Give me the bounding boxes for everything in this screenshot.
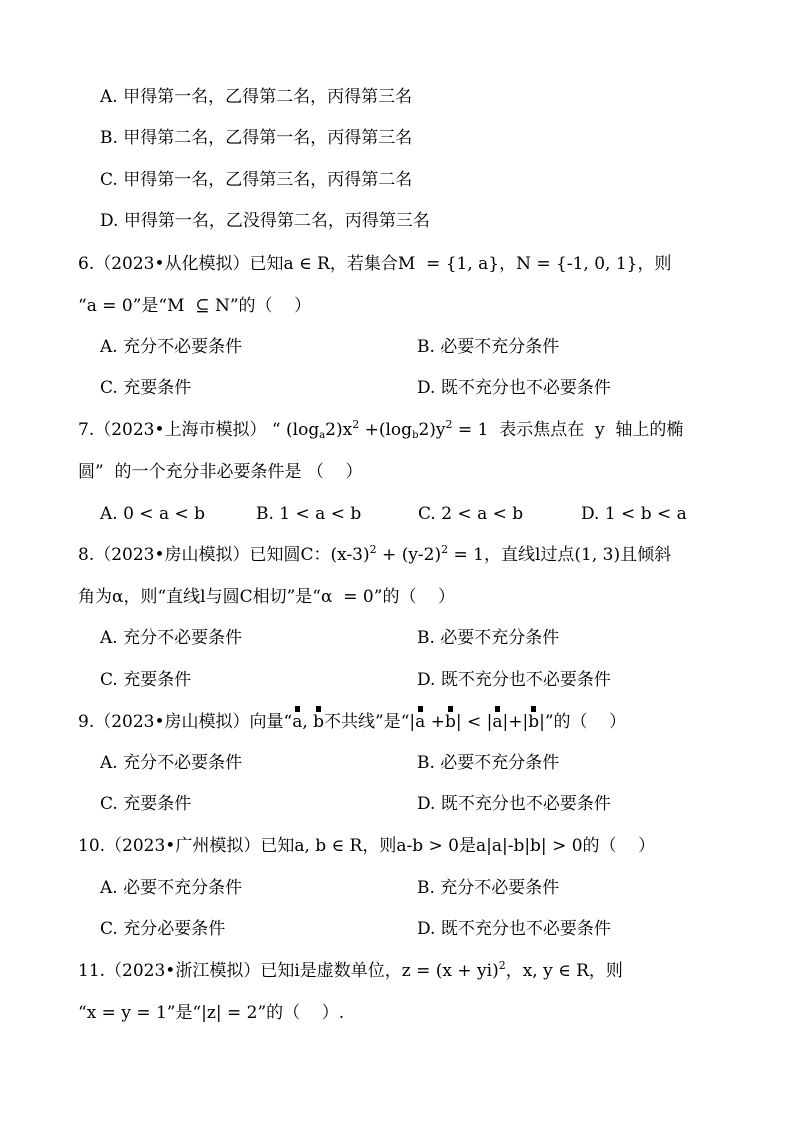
q8-option-a: A. 充分不必要条件 xyxy=(100,628,243,648)
q7-stem-line2: 圆” 的一个充分非必要条件是 （ ） xyxy=(78,462,363,482)
q5-option-d: D. 甲得第一名，乙没得第二名，丙得第三名 xyxy=(100,211,430,231)
q11-stem-line1 xyxy=(78,960,623,982)
vector-a: a xyxy=(292,712,303,732)
q8-prefix: 8.（2023•房山模拟）已知圆C：(x-3) xyxy=(78,545,370,565)
q11-suffix: ，x, y ∈ R，则 xyxy=(505,961,623,981)
q8-stem-line2: 角为α，则“直线l与圆C相切”是“α = 0”的（ ） xyxy=(78,587,456,607)
vector-b: b xyxy=(444,712,456,732)
q9-option-b: B. 必要不充分条件 xyxy=(417,753,560,773)
q6-option-a: A. 充分不必要条件 xyxy=(100,337,243,357)
q8-sup2: 2 xyxy=(441,543,449,556)
q9-stem-line1 xyxy=(78,711,626,733)
q9-comma: , xyxy=(302,712,314,732)
q8-mid: + (y-2) xyxy=(376,545,442,565)
vector-b: b xyxy=(313,712,325,732)
q9-option-d: D. 既不充分也不必要条件 xyxy=(417,794,611,814)
q6-stem-line2: “a = 0”是“M ⊆ N”的（ ） xyxy=(78,296,312,316)
q7-stem-line1 xyxy=(78,419,683,441)
q8-stem-line1 xyxy=(78,544,671,566)
q9-mid3: | < | xyxy=(455,712,493,732)
q8-option-b: B. 必要不充分条件 xyxy=(417,628,560,648)
q7-sup1: 2 xyxy=(352,418,360,431)
q6-stem-line1: 6.（2023•从化模拟）已知a ∈ R，若集合M = {1, a}，N = {-1, 0, 1}，则 xyxy=(78,254,672,274)
q6-option-b: B. 必要不充分条件 xyxy=(417,337,560,357)
vector-b: b xyxy=(528,712,540,732)
q9-suffix: |”的（ ） xyxy=(539,712,627,732)
q9-option-a: A. 充分不必要条件 xyxy=(100,753,243,773)
q10-option-a: A. 必要不充分条件 xyxy=(100,878,243,898)
q7-mid1: 2)x xyxy=(325,420,353,440)
q8-suffix: = 1，直线l过点(1, 3)且倾斜 xyxy=(448,545,672,565)
q5-option-a: A. 甲得第一名，乙得第二名，丙得第三名 xyxy=(100,87,413,107)
q10-stem: 10.（2023•广州模拟）已知a, b ∈ R，则a-b > 0是a|a|-b|b| > 0的（ ） xyxy=(78,836,656,856)
q7-option-b: B. 1 < a < b xyxy=(256,504,362,524)
q7-prefix: 7.（2023•上海市模拟） “ (log xyxy=(78,420,320,440)
q7-option-c: C. 2 < a < b xyxy=(418,504,524,524)
q5-option-c: C. 甲得第一名，乙得第三名，丙得第二名 xyxy=(100,170,413,190)
vector-a: a xyxy=(415,712,426,732)
q7-sub-a: a xyxy=(319,430,326,441)
q8-option-c: C. 充要条件 xyxy=(100,670,192,690)
q8-option-d: D. 既不充分也不必要条件 xyxy=(417,670,611,690)
q11-sup: 2 xyxy=(498,959,506,972)
q10-option-c: C. 充分必要条件 xyxy=(100,919,226,939)
q6-option-c: C. 充要条件 xyxy=(100,378,192,398)
q7-sub-b: b xyxy=(412,430,419,441)
q7-mid3: 2)y xyxy=(418,420,446,440)
q9-mid1: 不共线”是“| xyxy=(324,712,416,732)
q7-suffix: = 1 表示焦点在 y 轴上的椭 xyxy=(452,420,684,440)
q10-option-d: D. 既不充分也不必要条件 xyxy=(417,919,611,939)
q9-option-c: C. 充要条件 xyxy=(100,794,192,814)
q9-mid2: + xyxy=(425,712,445,732)
q8-sup1: 2 xyxy=(369,543,377,556)
q11-stem-line2: “x = y = 1”是“|z| = 2”的（ ）. xyxy=(78,1003,345,1023)
q7-option-d: D. 1 < b < a xyxy=(581,504,687,524)
q5-option-b: B. 甲得第二名，乙得第一名，丙得第三名 xyxy=(100,128,413,148)
q7-option-a: A. 0 < a < b xyxy=(100,504,206,524)
q11-prefix: 11.（2023•浙江模拟）已知i是虚数单位，z = (x + yi) xyxy=(78,961,499,981)
q6-option-d: D. 既不充分也不必要条件 xyxy=(417,378,611,398)
q10-option-b: B. 充分不必要条件 xyxy=(417,878,560,898)
q9-mid4: |+| xyxy=(502,712,529,732)
q7-mid2: +(log xyxy=(359,420,413,440)
vector-a: a xyxy=(492,712,503,732)
q7-sup2: 2 xyxy=(445,418,453,431)
q9-prefix: 9.（2023•房山模拟）向量“ xyxy=(78,712,293,732)
